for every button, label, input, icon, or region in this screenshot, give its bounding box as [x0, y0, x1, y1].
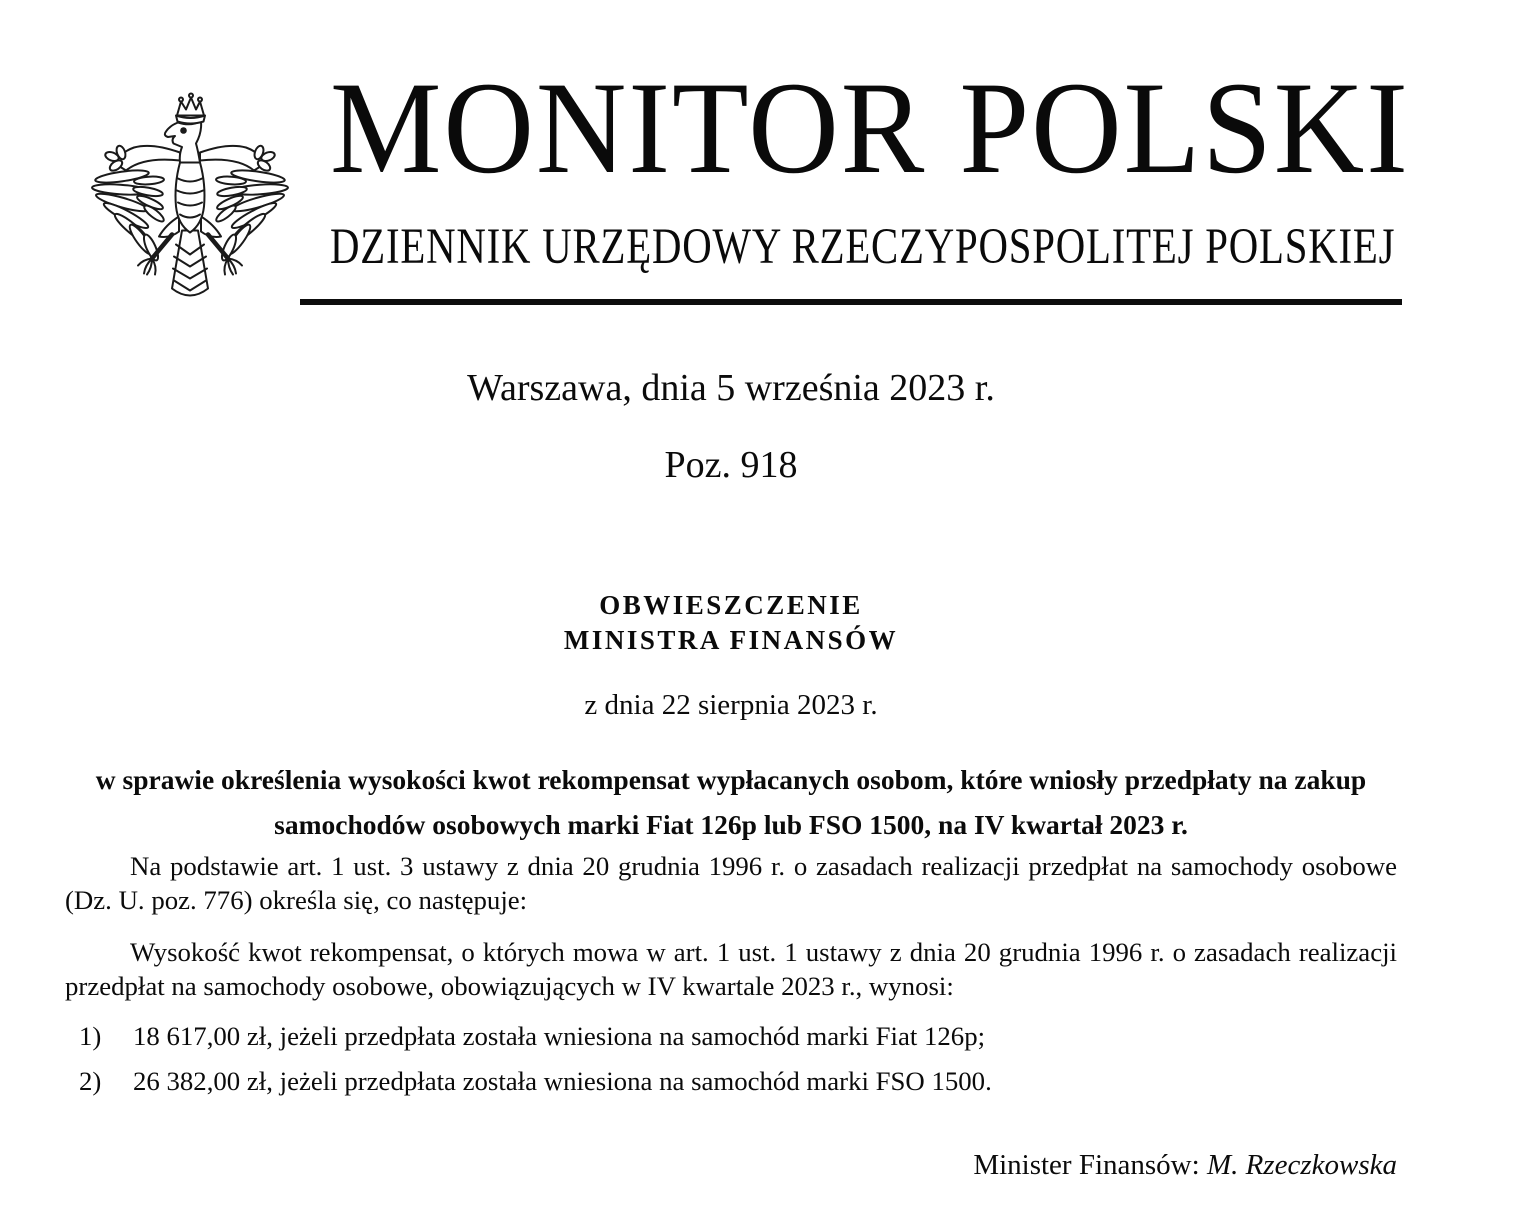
list-item: [65, 1064, 1397, 1098]
paragraph-line: przedpłat na samochody osobowe, obowiązujących w IV kwartale 2023 r., wynosi:: [65, 971, 954, 1001]
document-body: [65, 0, 1397, 1183]
list-item-number: 2): [79, 1066, 102, 1096]
subject-line: w sprawie określenia wysokości kwot rekompensat wypłacanych osobom, które wniosły przedpłaty na zakup: [95, 764, 1367, 795]
paragraph-line: Na podstawie art. 1 ust. 3 ustawy z dnia 20 grudnia 1996 r. o zasadach realizacji przedpłat na samochody osobowe: [130, 851, 1397, 881]
list-item-text: 18 617,00 zł, jeżeli przedpłata została wniesiona na samochód marki Fiat 126p;: [133, 1021, 986, 1051]
paragraph-line: (Dz. U. poz. 776) określa się, co następuje:: [65, 885, 528, 915]
act-date: z dnia 22 sierpnia 2023 r.: [584, 689, 878, 721]
gazette-subtitle: DZIENNIK URZĘDOWY RZECZYPOSPOLITEJ POLSKIEJ: [330, 219, 1396, 275]
list-item: [65, 1019, 1397, 1053]
signature-role: Minister Finansów:: [973, 1149, 1200, 1181]
act-type-heading: OBWIESZCZENIE: [599, 590, 863, 620]
dateline: Warszawa, dnia 5 września 2023 r.: [467, 367, 995, 409]
gazette-title: MONITOR POLSKI: [330, 54, 1410, 201]
list-item-text: 26 382,00 zł, jeżeli przedpłata została wniesiona na samochód marki FSO 1500.: [133, 1066, 992, 1096]
list-item-number: 1): [79, 1021, 102, 1051]
act-subject: [65, 757, 1397, 847]
paragraph: [65, 849, 1397, 917]
act-issuer-heading: MINISTRA FINANSÓW: [563, 625, 899, 655]
paragraph-line: Wysokość kwot rekompensat, o których mowa w art. 1 ust. 1 ustawy z dnia 20 grudnia 1996 r. o zasadach realizacji: [130, 937, 1397, 967]
signature-line: [65, 1147, 1397, 1183]
signature-name: M. Rzeczkowska: [1206, 1149, 1397, 1181]
numbered-list: [65, 1019, 1397, 1098]
paragraph: [65, 935, 1397, 1003]
subject-line: samochodów osobowych marki Fiat 126p lub FSO 1500, na IV kwartał 2023 r.: [274, 809, 1188, 840]
position-number: Poz. 918: [664, 444, 798, 486]
